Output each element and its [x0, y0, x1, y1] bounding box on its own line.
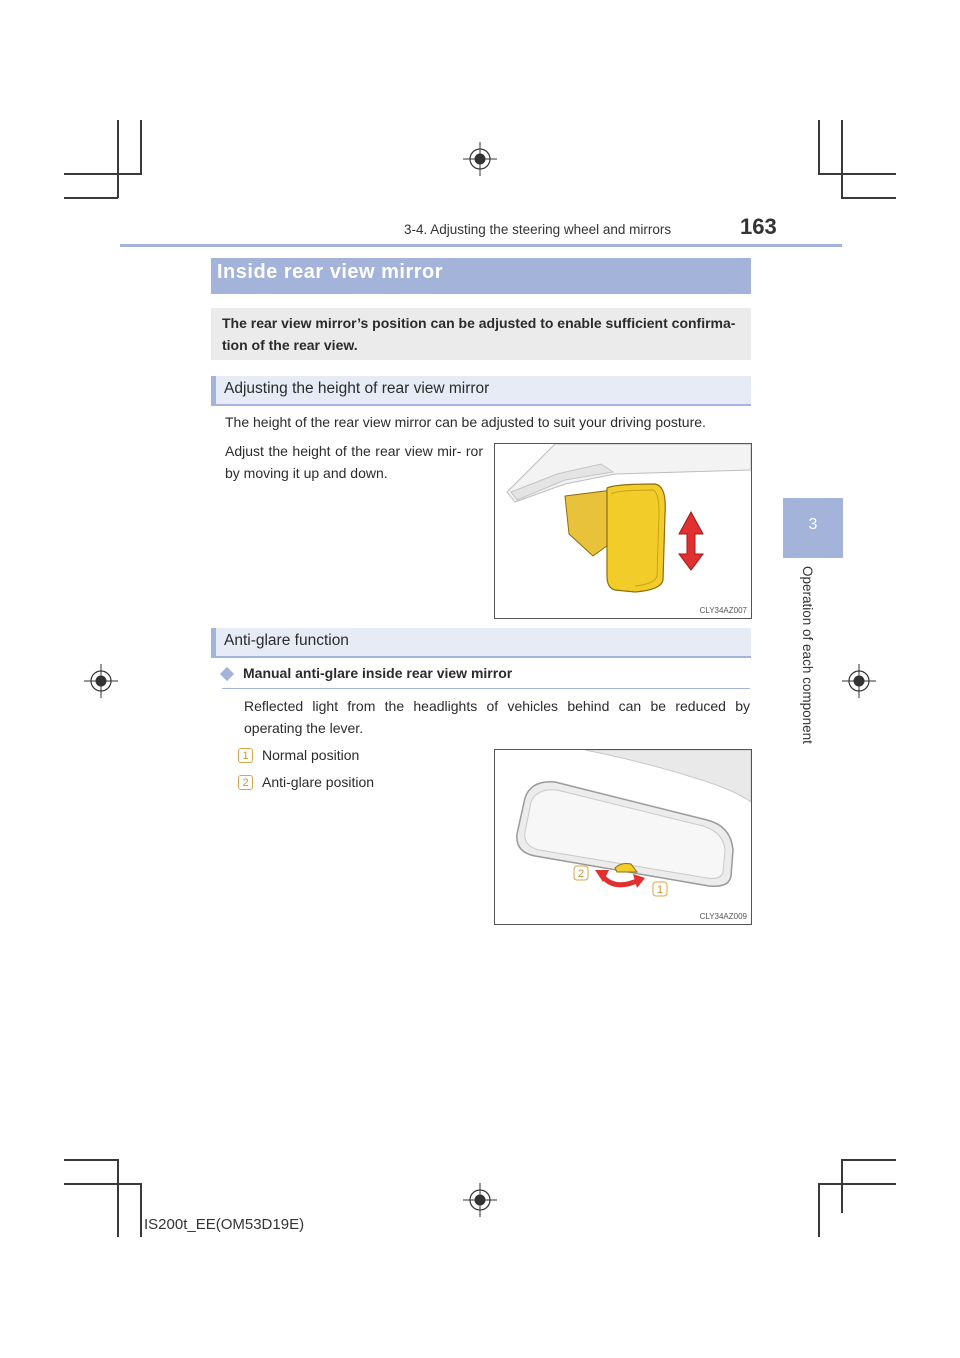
subheading-text: Manual anti-glare inside rear view mirror: [243, 665, 513, 681]
registration-mark-left-icon: [84, 664, 118, 698]
mirror-lever-illustration: [495, 750, 751, 924]
list-item-normal-position: Normal position: [262, 747, 360, 763]
figure-code: CLY34AZ007: [699, 606, 747, 615]
registration-mark-right-icon: [842, 664, 876, 698]
section-heading-height: [211, 376, 751, 406]
chapter-title: Operation of each component: [800, 566, 815, 744]
page-number: 163: [740, 214, 777, 239]
running-head: 3-4. Adjusting the steering wheel and mirrors: [404, 222, 672, 237]
intro-box: [211, 308, 751, 360]
item-number-badge: 1: [238, 748, 253, 763]
header-rule: [120, 244, 842, 247]
chapter-tab: [783, 498, 843, 558]
section-heading-antiglare: [211, 628, 751, 658]
registration-mark-bottom-icon: [463, 1183, 497, 1217]
antiglare-paragraph: Reflected light from the headlights of vehicles behind can be reduced by operating the lever.: [244, 698, 750, 736]
height-instruction: Adjust the height of the rear view mir- ror by moving it up and down.: [225, 443, 483, 481]
registration-mark-top-icon: [463, 142, 497, 176]
chapter-number: 3: [808, 516, 818, 533]
callout-2-label: 2: [577, 868, 585, 880]
section-heading-text: Anti-glare function: [224, 632, 349, 649]
page-title: Inside rear view mirror: [217, 261, 444, 283]
item-number-badge: 2: [238, 775, 253, 790]
intro-text: The rear view mirror’s position can be adjusted to enable sufficient confirma- tion of the rear view.: [222, 315, 736, 353]
section-heading-text: Adjusting the height of rear view mirror: [224, 380, 490, 397]
subheading-manual-antiglare: [222, 664, 750, 689]
mirror-lever-figure: [494, 749, 752, 925]
diamond-bullet-icon: [220, 667, 234, 681]
figure-code: CLY34AZ009: [699, 912, 747, 921]
footer-model-code: IS200t_EE(OM53D19E): [144, 1216, 305, 1233]
up-down-arrow-icon: [679, 512, 703, 570]
callout-1-label: 1: [656, 884, 664, 896]
list-item-antiglare-position: Anti-glare position: [262, 774, 375, 790]
height-paragraph: The height of the rear view mirror can be adjusted to suit your driving posture.: [225, 414, 706, 430]
mirror-height-illustration: [495, 444, 751, 618]
mirror-height-figure: [494, 443, 752, 619]
page-title-band: [211, 258, 751, 294]
